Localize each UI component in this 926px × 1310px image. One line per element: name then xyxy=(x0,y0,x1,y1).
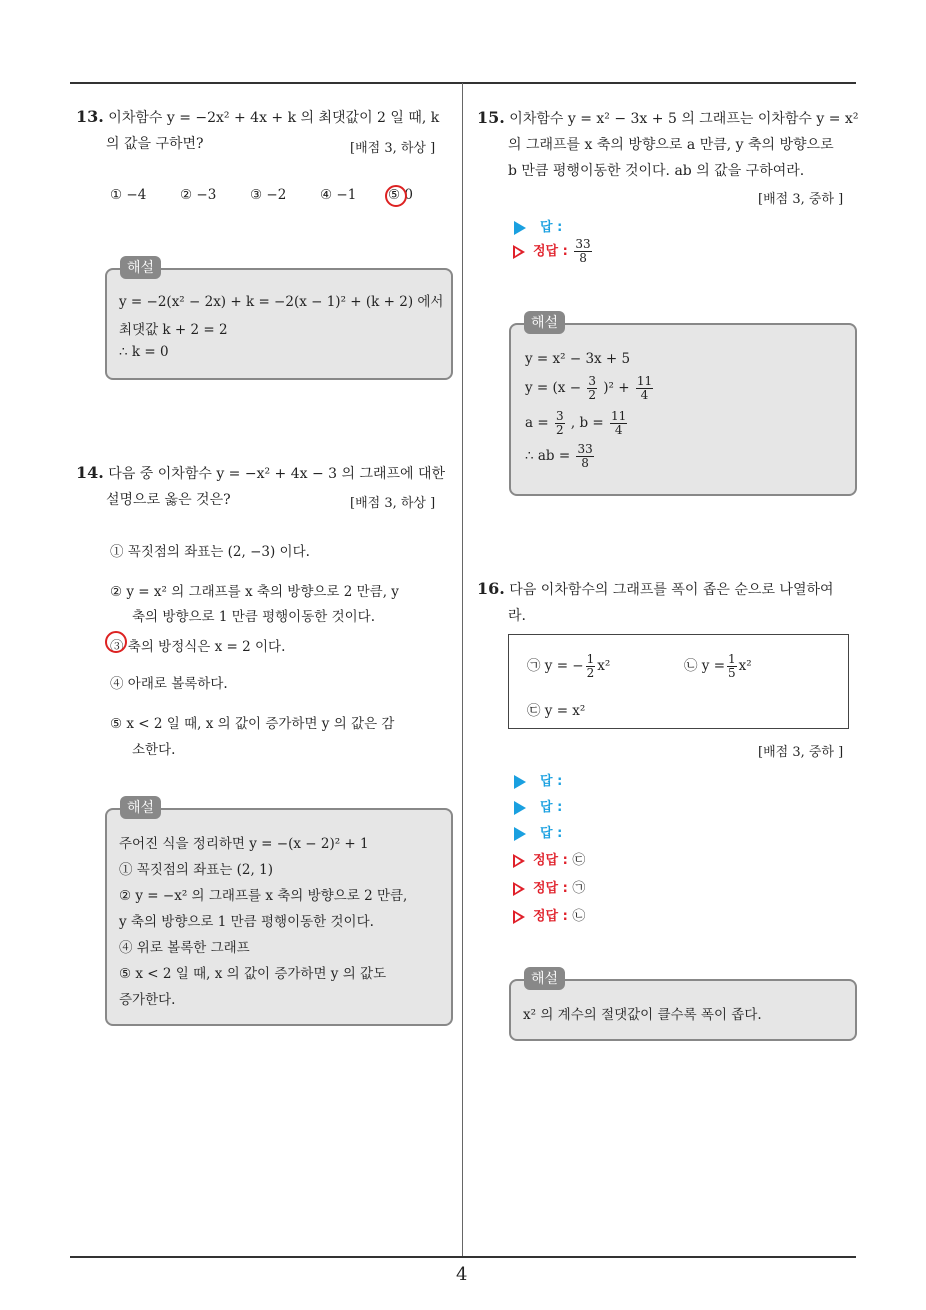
page-number: 4 xyxy=(456,1264,468,1285)
functions-box xyxy=(508,634,849,729)
question-text: b 만큼 평행이동한 것이다. ab 의 값을 구하여라. xyxy=(508,163,805,179)
solution-line: a = $\frac{3}{2}$ , b = $\frac{11}{4}$ xyxy=(525,409,627,437)
fraction-denominator: 8 xyxy=(579,251,587,265)
correct-value: ㉢ xyxy=(572,853,586,868)
score-meta: [배점 3, 중하 ] xyxy=(758,745,844,760)
outline-play-icon xyxy=(513,245,525,259)
answer-input-row[interactable] xyxy=(514,770,562,789)
outline-play-icon xyxy=(513,882,525,896)
bottom-rule xyxy=(70,1256,856,1258)
option-2[interactable]: ② −3 xyxy=(180,187,217,203)
answer-mark-circle xyxy=(105,631,127,653)
solution-line: y = (x − $\frac{3}{2}$ )² + $\frac{11}{4}$ xyxy=(525,374,653,402)
fraction-numerator: 33 xyxy=(575,237,591,251)
option-5[interactable]: ⑤ x < 2 일 때, x 의 값이 증가하면 y 의 값은 감 xyxy=(110,716,395,732)
question-text: 의 값을 구하면? xyxy=(106,136,204,152)
option-2-cont: 축의 방향으로 1 만큼 평행이동한 것이다. xyxy=(132,609,375,625)
answer-label: 답 : xyxy=(540,800,563,815)
correct-answer-row: 정답 : ㉠ xyxy=(513,877,585,896)
question-number: 13. xyxy=(76,107,104,126)
solution-box-14 xyxy=(105,808,453,1026)
question-16 xyxy=(477,576,862,629)
solution-line: y 축의 방향으로 1 만큼 평행이동한 것이다. xyxy=(119,914,374,930)
answer-input-row[interactable] xyxy=(514,796,562,815)
correct-answer-row: 정답 : ㉡ xyxy=(513,905,585,924)
top-rule xyxy=(70,82,856,84)
solution-line: y = −2(x² − 2x) + k = −2(x − 1)² + (k + 2) 에서 xyxy=(119,294,444,310)
solution-line: ② y = −x² 의 그래프를 x 축의 방향으로 2 만큼, xyxy=(119,888,408,904)
solution-line: 주어진 식을 정리하면 y = −(x − 2)² + 1 xyxy=(119,836,369,852)
solution-tag: 해설 xyxy=(120,796,161,819)
play-icon xyxy=(514,775,526,789)
question-text: 라. xyxy=(508,608,526,624)
correct-value: ㉡ xyxy=(572,909,586,924)
solution-box-13 xyxy=(105,268,453,380)
solution-tag: 해설 xyxy=(524,967,565,990)
outline-play-icon xyxy=(513,854,525,868)
option-2[interactable]: ② y = x² 의 그래프를 x 축의 방향으로 2 만큼, y xyxy=(110,584,399,600)
outline-play-icon xyxy=(513,910,525,924)
score-meta: [배점 3, 중하 ] xyxy=(758,192,844,207)
question-number: 16. xyxy=(477,579,505,598)
question-number: 14. xyxy=(76,463,104,482)
column-divider xyxy=(462,83,463,1258)
score-meta: [배점 3, 하상 ] xyxy=(350,141,436,156)
question-text: 이차함수 y = −2x² + 4x + k 의 최댓값이 2 일 때, k xyxy=(108,110,440,126)
question-number: 15. xyxy=(477,108,505,127)
correct-answer-row: 정답 : ㉢ xyxy=(513,849,585,868)
option-1[interactable]: ① 꼭짓점의 좌표는 (2, −3) 이다. xyxy=(110,544,310,560)
answer-label: 답 : xyxy=(540,826,563,841)
answer-label: 답 : xyxy=(540,774,563,789)
solution-line: x² 의 계수의 절댓값이 클수록 폭이 좁다. xyxy=(523,1007,762,1023)
correct-answer-row xyxy=(513,238,594,265)
answer-mark-circle xyxy=(385,185,407,207)
question-text: 다음 중 이차함수 y = −x² + 4x − 3 의 그래프에 대한 xyxy=(108,466,446,482)
solution-line: 증가한다. xyxy=(119,992,176,1008)
function-b: ㉡ y = $\frac{1}{5}$ x² xyxy=(684,652,752,680)
question-text: 설명으로 옳은 것은? xyxy=(106,492,231,508)
solution-box-15 xyxy=(509,323,857,496)
solution-line: y = x² − 3x + 5 xyxy=(525,351,631,367)
solution-line: ∴ ab = $\frac{33}{8}$ xyxy=(525,442,593,470)
option-1[interactable]: ① −4 xyxy=(110,187,147,203)
solution-tag: 해설 xyxy=(120,256,161,279)
question-text: 의 그래프를 x 축의 방향으로 a 만큼, y 축의 방향으로 xyxy=(508,137,834,153)
question-text: 다음 이차함수의 그래프를 폭이 좁은 순으로 나열하여 xyxy=(509,582,834,598)
solution-tag: 해설 xyxy=(524,311,565,334)
answer-label: 답 : xyxy=(540,220,563,235)
solution-line: ∴ k = 0 xyxy=(119,344,169,360)
solution-line: ⑤ x < 2 일 때, x 의 값이 증가하면 y 의 값도 xyxy=(119,966,387,982)
option-4[interactable]: ④ −1 xyxy=(320,187,357,203)
option-5[interactable]: ⑤ 0 xyxy=(388,187,413,203)
function-c: ㉢ y = x² xyxy=(527,703,586,719)
option-3[interactable]: ③ −2 xyxy=(250,187,287,203)
solution-line: ① 꼭짓점의 좌표는 (2, 1) xyxy=(119,862,273,878)
solution-line: ④ 위로 볼록한 그래프 xyxy=(119,940,250,956)
option-5-cont: 소한다. xyxy=(132,742,176,758)
function-a: ㉠ y = − $\frac{1}{2}$ x² xyxy=(527,652,611,680)
answer-input-row[interactable] xyxy=(514,216,562,235)
question-15 xyxy=(477,105,862,184)
correct-label: 정답 : xyxy=(533,244,568,259)
option-3[interactable]: ③ 축의 방정식은 x = 2 이다. xyxy=(110,639,286,655)
play-icon xyxy=(514,827,526,841)
question-text: 이차함수 y = x² − 3x + 5 의 그래프는 이차함수 y = x² xyxy=(509,111,859,127)
solution-line: 최댓값 k + 2 = 2 xyxy=(119,322,228,338)
play-icon xyxy=(514,221,526,235)
answer-input-row[interactable] xyxy=(514,822,562,841)
correct-value: ㉠ xyxy=(572,881,586,896)
play-icon xyxy=(514,801,526,815)
option-4[interactable]: ④ 아래로 볼록하다. xyxy=(110,676,228,692)
score-meta: [배점 3, 하상 ] xyxy=(350,496,436,511)
